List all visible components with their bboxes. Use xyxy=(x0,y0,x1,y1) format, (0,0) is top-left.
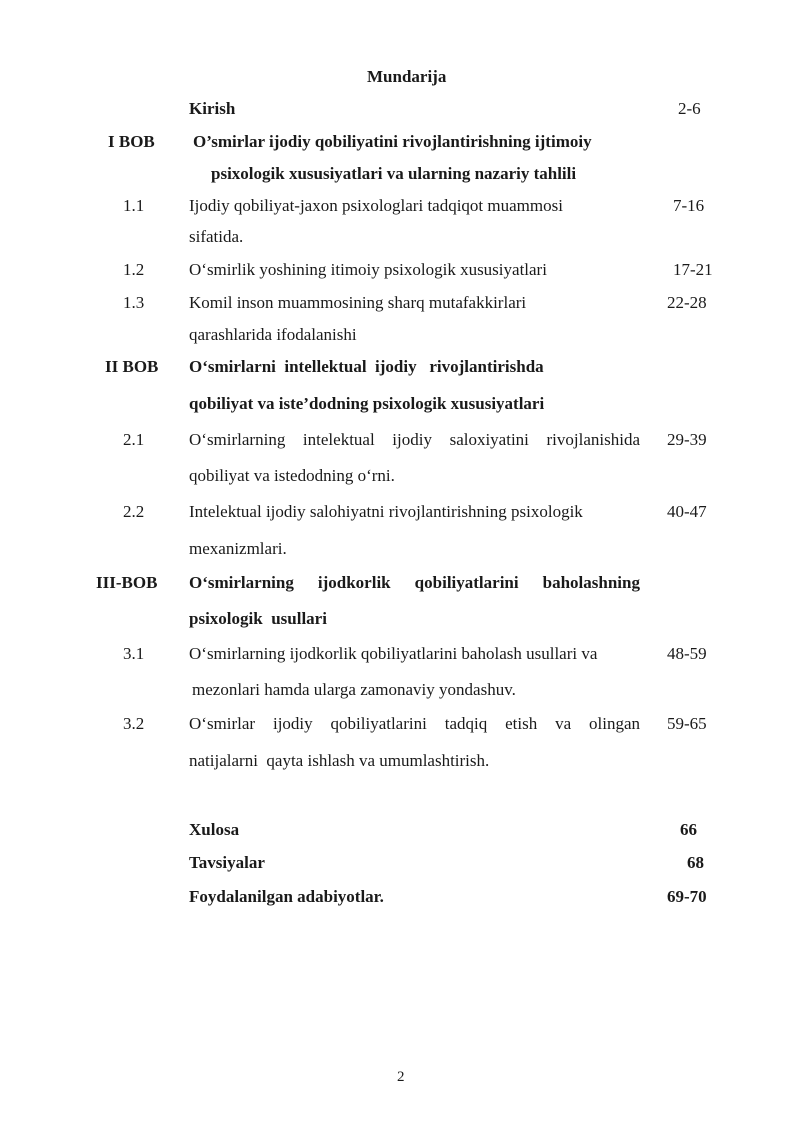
references-pages: 69-70 xyxy=(667,887,707,906)
section-title: O‘smirlar ijodiy qobiliyatlarini tadqiq etish va olingan xyxy=(189,714,640,733)
section-title-cont: mezonlari hamda ularga zamonaviy yondashuv. xyxy=(192,680,516,699)
chapter2-number: II BOB xyxy=(105,357,159,376)
chapter3-title-line2: psixologik usullari xyxy=(189,609,327,628)
section-pages: 22-28 xyxy=(667,293,707,312)
recommendations-label: Tavsiyalar xyxy=(189,853,265,872)
intro-pages: 2-6 xyxy=(678,99,701,118)
section-title-cont: qobiliyat va istedodning o‘rni. xyxy=(189,466,395,485)
section-pages: 17-21 xyxy=(673,260,713,279)
section-pages: 29-39 xyxy=(667,430,707,449)
chapter3-number: III-BOB xyxy=(96,573,158,592)
section-title-cont: sifatida. xyxy=(189,227,244,246)
section-title: O‘smirlik yoshining itimoiy psixologik xususiyatlari xyxy=(189,260,547,279)
section-pages: 59-65 xyxy=(667,714,707,733)
page-title: Mundarija xyxy=(367,67,447,86)
section-pages: 48-59 xyxy=(667,644,707,663)
chapter2-title-line2: qobiliyat va iste’dodning psixologik xususiyatlari xyxy=(189,394,545,413)
section-number: 3.1 xyxy=(123,644,145,663)
section-title: Komil inson muammosining sharq mutafakkirlari xyxy=(189,293,527,312)
section-number: 1.3 xyxy=(123,293,145,312)
page-number: 2 xyxy=(397,1069,405,1085)
section-title: Ijodiy qobiliyat-jaxon psixologlari tadqiqot muammosi xyxy=(189,196,563,215)
conclusion-label: Xulosa xyxy=(189,820,240,839)
section-title: O‘smirlarning ijodkorlik qobiliyatlarini baholash usullari va xyxy=(189,644,598,663)
section-pages: 7-16 xyxy=(673,196,705,215)
chapter1-number: I BOB xyxy=(108,132,155,151)
section-number: 2.2 xyxy=(123,502,145,521)
intro-label: Kirish xyxy=(189,99,236,118)
chapter1-title-line2: psixologik xususiyatlari va ularning nazariy tahlili xyxy=(211,164,577,183)
section-title: Intelektual ijodiy salohiyatni rivojlantirishning psixologik xyxy=(189,502,583,521)
section-number: 3.2 xyxy=(123,714,145,733)
conclusion-pages: 66 xyxy=(680,820,697,839)
chapter3-title-line1: O‘smirlarning ijodkorlik qobiliyatlarini baholashning xyxy=(189,573,640,592)
section-title-cont: mexanizmlari. xyxy=(189,539,287,558)
references-label: Foydalanilgan adabiyotlar. xyxy=(189,887,384,906)
section-number: 1.1 xyxy=(123,196,145,215)
section-title-cont: qarashlarida ifodalanishi xyxy=(189,325,357,344)
chapter1-title-line1: O’smirlar ijodiy qobiliyatini rivojlantirishning ijtimoiy xyxy=(193,132,592,151)
section-pages: 40-47 xyxy=(667,502,707,521)
chapter2-title-line1: O‘smirlarni intellektual ijodiy rivojlantirishda xyxy=(189,357,544,376)
section-number: 2.1 xyxy=(123,430,145,449)
section-title-cont: natijalarni qayta ishlash va umumlashtirish. xyxy=(189,751,490,770)
section-number: 1.2 xyxy=(123,260,145,279)
section-title: O‘smirlarning intelektual ijodiy saloxiyatini rivojlanishida xyxy=(189,430,640,449)
recommendations-pages: 68 xyxy=(687,853,704,872)
